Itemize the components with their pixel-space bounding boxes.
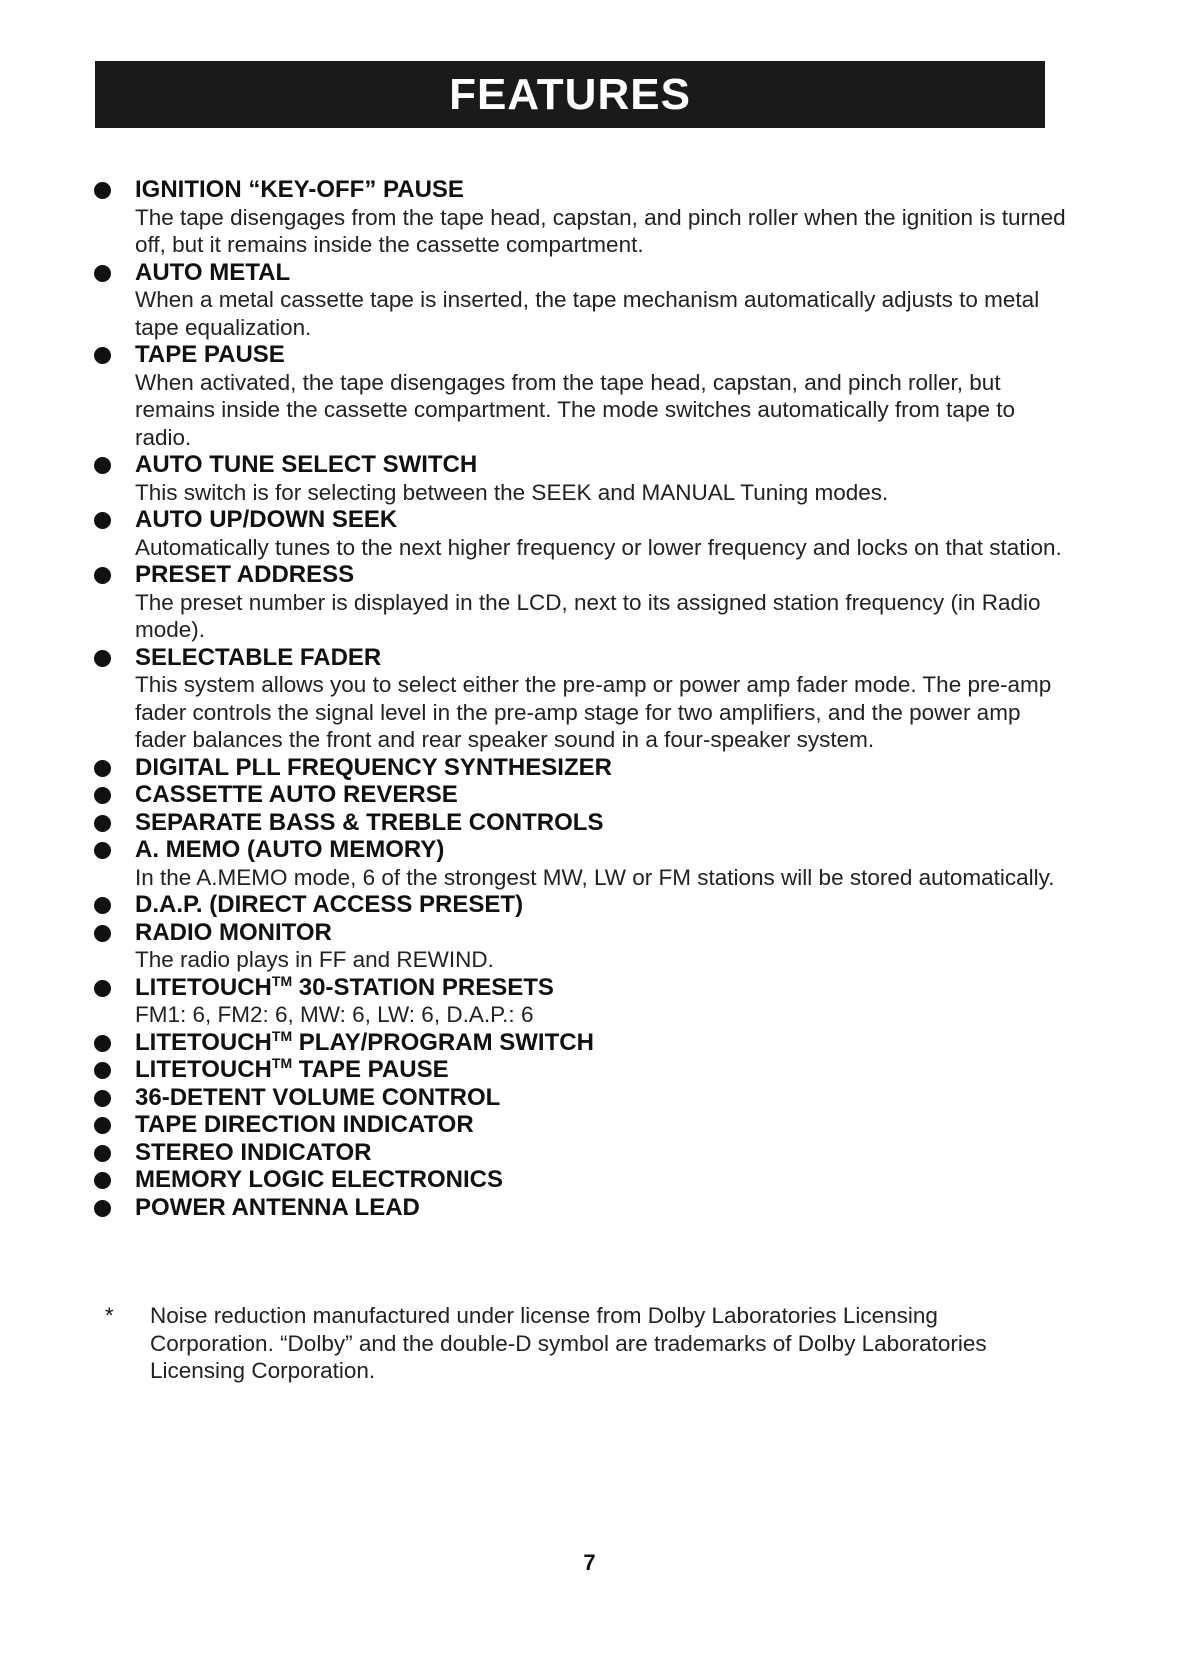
- feature-description: FM1: 6, FM2: 6, MW: 6, LW: 6, D.A.P.: 6: [135, 1002, 534, 1027]
- bullet-icon: [94, 1035, 111, 1052]
- feature-item: [90, 974, 1070, 1029]
- footnote-marker: *: [105, 1303, 114, 1328]
- bullet-icon: [94, 182, 111, 199]
- bullet-icon: [94, 1090, 111, 1107]
- feature-title: [135, 919, 1070, 947]
- feature-item: [90, 781, 1070, 809]
- features-header-bar: [95, 61, 1045, 128]
- feature-title-text: CASSETTE AUTO REVERSE: [135, 781, 458, 808]
- feature-description: This switch is for selecting between the SEEK and MANUAL Tuning modes.: [135, 479, 889, 505]
- feature-description: In the A.MEMO mode, 6 of the strongest MW, LW or FM stations will be stored automatically.: [135, 864, 1055, 890]
- bullet-icon: [94, 842, 111, 859]
- feature-title: [135, 1029, 1070, 1057]
- footnote: [105, 1302, 1065, 1385]
- feature-title-text: 36-DETENT VOLUME CONTROL: [135, 1083, 501, 1111]
- feature-title-text: A. MEMO (AUTO MEMORY): [135, 836, 445, 863]
- feature-title-text: STEREO INDICATOR: [135, 1138, 372, 1166]
- feature-title: [135, 781, 1070, 809]
- bullet-icon: [94, 512, 111, 529]
- feature-item: [90, 506, 1070, 561]
- feature-item: [90, 1194, 1070, 1222]
- feature-title-text: TAPE PAUSE: [135, 341, 285, 368]
- feature-description: The radio plays in FF and REWIND.: [135, 947, 494, 972]
- feature-item: [90, 891, 1070, 919]
- feature-title-text: LITETOUCH: [135, 1056, 272, 1083]
- feature-description: This system allows you to select either the pre-amp or power amp fader mode. The pre-amp fader controls the signal level in the pre-amp stage for two amplifiers, and the power amp fader balances the front and rear speaker sound in a four-speaker system.: [135, 672, 1052, 752]
- feature-title: [135, 1139, 1070, 1167]
- feature-title: [135, 809, 1070, 837]
- feature-title: [135, 176, 1070, 204]
- feature-item: [90, 176, 1070, 259]
- feature-item: [90, 754, 1070, 782]
- bullet-icon: [94, 1062, 111, 1079]
- feature-title: [135, 506, 1070, 534]
- feature-title: [135, 259, 1070, 287]
- feature-title: [135, 1166, 1070, 1194]
- feature-title: [135, 451, 1070, 479]
- feature-title: [135, 1194, 1070, 1222]
- feature-title-text: MEMORY LOGIC ELECTRONICS: [135, 1166, 504, 1193]
- feature-item: [90, 1056, 1070, 1084]
- feature-item: [90, 919, 1070, 974]
- feature-title-text: AUTO TUNE SELECT SWITCH: [135, 451, 478, 478]
- feature-title-text: SEPARATE BASS & TREBLE CONTROLS: [135, 808, 604, 836]
- feature-title-text: POWER ANTENNA LEAD: [135, 1193, 420, 1221]
- feature-item: [90, 644, 1070, 754]
- bullet-icon: [94, 897, 111, 914]
- feature-description: The preset number is displayed in the LCD, next to its assigned station frequency (in Radio mode).: [135, 589, 1041, 642]
- bullet-icon: [94, 457, 111, 474]
- feature-description: When a metal cassette tape is inserted, the tape mechanism automatically adjusts to metal tape equalization.: [135, 287, 1040, 340]
- feature-description: When activated, the tape disengages from the tape head, capstan, and pinch roller, but remains inside the cassette compartment. The mode switches automatically from tape to radio.: [135, 369, 1015, 450]
- bullet-icon: [94, 925, 111, 942]
- footnote-text: Noise reduction manufactured under license from Dolby Laboratories Licensing Corporation. “Dolby” and the double-D symbol are trademarks of Dolby Laboratories Licensing Corporation.: [150, 1303, 987, 1383]
- feature-item: [90, 1111, 1070, 1139]
- feature-item: [90, 836, 1070, 891]
- feature-title: [135, 341, 1070, 369]
- bullet-icon: [94, 1172, 111, 1189]
- bullet-icon: [94, 265, 111, 282]
- trademark-mark: TM: [271, 1027, 293, 1044]
- feature-title: [135, 836, 1070, 864]
- feature-title: [135, 1084, 1070, 1112]
- bullet-icon: [94, 760, 111, 777]
- feature-title: [135, 891, 1070, 919]
- feature-title: [135, 561, 1070, 589]
- feature-title-text: SELECTABLE FADER: [135, 643, 382, 671]
- feature-title-text: TAPE DIRECTION INDICATOR: [135, 1111, 474, 1138]
- bullet-icon: [94, 1117, 111, 1134]
- feature-title: [135, 754, 1070, 782]
- feature-item: [90, 259, 1070, 342]
- feature-item: [90, 809, 1070, 837]
- trademark-mark: TM: [271, 1055, 293, 1071]
- bullet-icon: [94, 567, 111, 584]
- feature-title-text: RADIO MONITOR: [135, 918, 332, 946]
- feature-item: [90, 1084, 1070, 1112]
- feature-item: [90, 341, 1070, 451]
- feature-title: [135, 644, 1070, 672]
- feature-title-text: AUTO UP/DOWN SEEK: [135, 506, 398, 533]
- feature-title: [135, 1111, 1070, 1139]
- feature-title: [135, 1056, 1070, 1084]
- feature-item: [90, 1029, 1070, 1057]
- feature-item: [90, 1139, 1070, 1167]
- bullet-icon: [94, 815, 111, 832]
- page-title: FEATURES: [449, 69, 691, 119]
- feature-item: [90, 561, 1070, 644]
- feature-title-text: DIGITAL PLL FREQUENCY SYNTHESIZER: [135, 753, 612, 781]
- feature-description: The tape disengages from the tape head, capstan, and pinch roller when the ignition is turned off, but it remains inside the cassette compartment.: [135, 204, 1066, 257]
- feature-title-text: PRESET ADDRESS: [135, 561, 355, 588]
- bullet-icon: [94, 1200, 111, 1217]
- trademark-mark: TM: [271, 972, 293, 989]
- page-number: 7: [583, 1550, 596, 1575]
- feature-title-rest: 30-STATION PRESETS: [292, 973, 554, 1001]
- bullet-icon: [94, 650, 111, 667]
- feature-title-text: LITETOUCH: [135, 1028, 272, 1056]
- feature-title-rest: PLAY/PROGRAM SWITCH: [292, 1028, 594, 1056]
- feature-title-text: IGNITION “KEY-OFF” PAUSE: [135, 176, 464, 203]
- feature-title-text: D.A.P. (DIRECT ACCESS PRESET): [135, 891, 524, 918]
- feature-list: [90, 176, 1070, 1221]
- feature-title: [135, 974, 1070, 1002]
- feature-item: [90, 1166, 1070, 1194]
- feature-item: [90, 451, 1070, 506]
- feature-description: Automatically tunes to the next higher frequency or lower frequency and locks on that station.: [135, 534, 1062, 560]
- feature-title-text: LITETOUCH: [135, 973, 272, 1001]
- feature-title-text: AUTO METAL: [135, 258, 291, 286]
- feature-title-rest: TAPE PAUSE: [292, 1056, 449, 1083]
- bullet-icon: [94, 1145, 111, 1162]
- bullet-icon: [94, 980, 111, 997]
- bullet-icon: [94, 347, 111, 364]
- bullet-icon: [94, 787, 111, 804]
